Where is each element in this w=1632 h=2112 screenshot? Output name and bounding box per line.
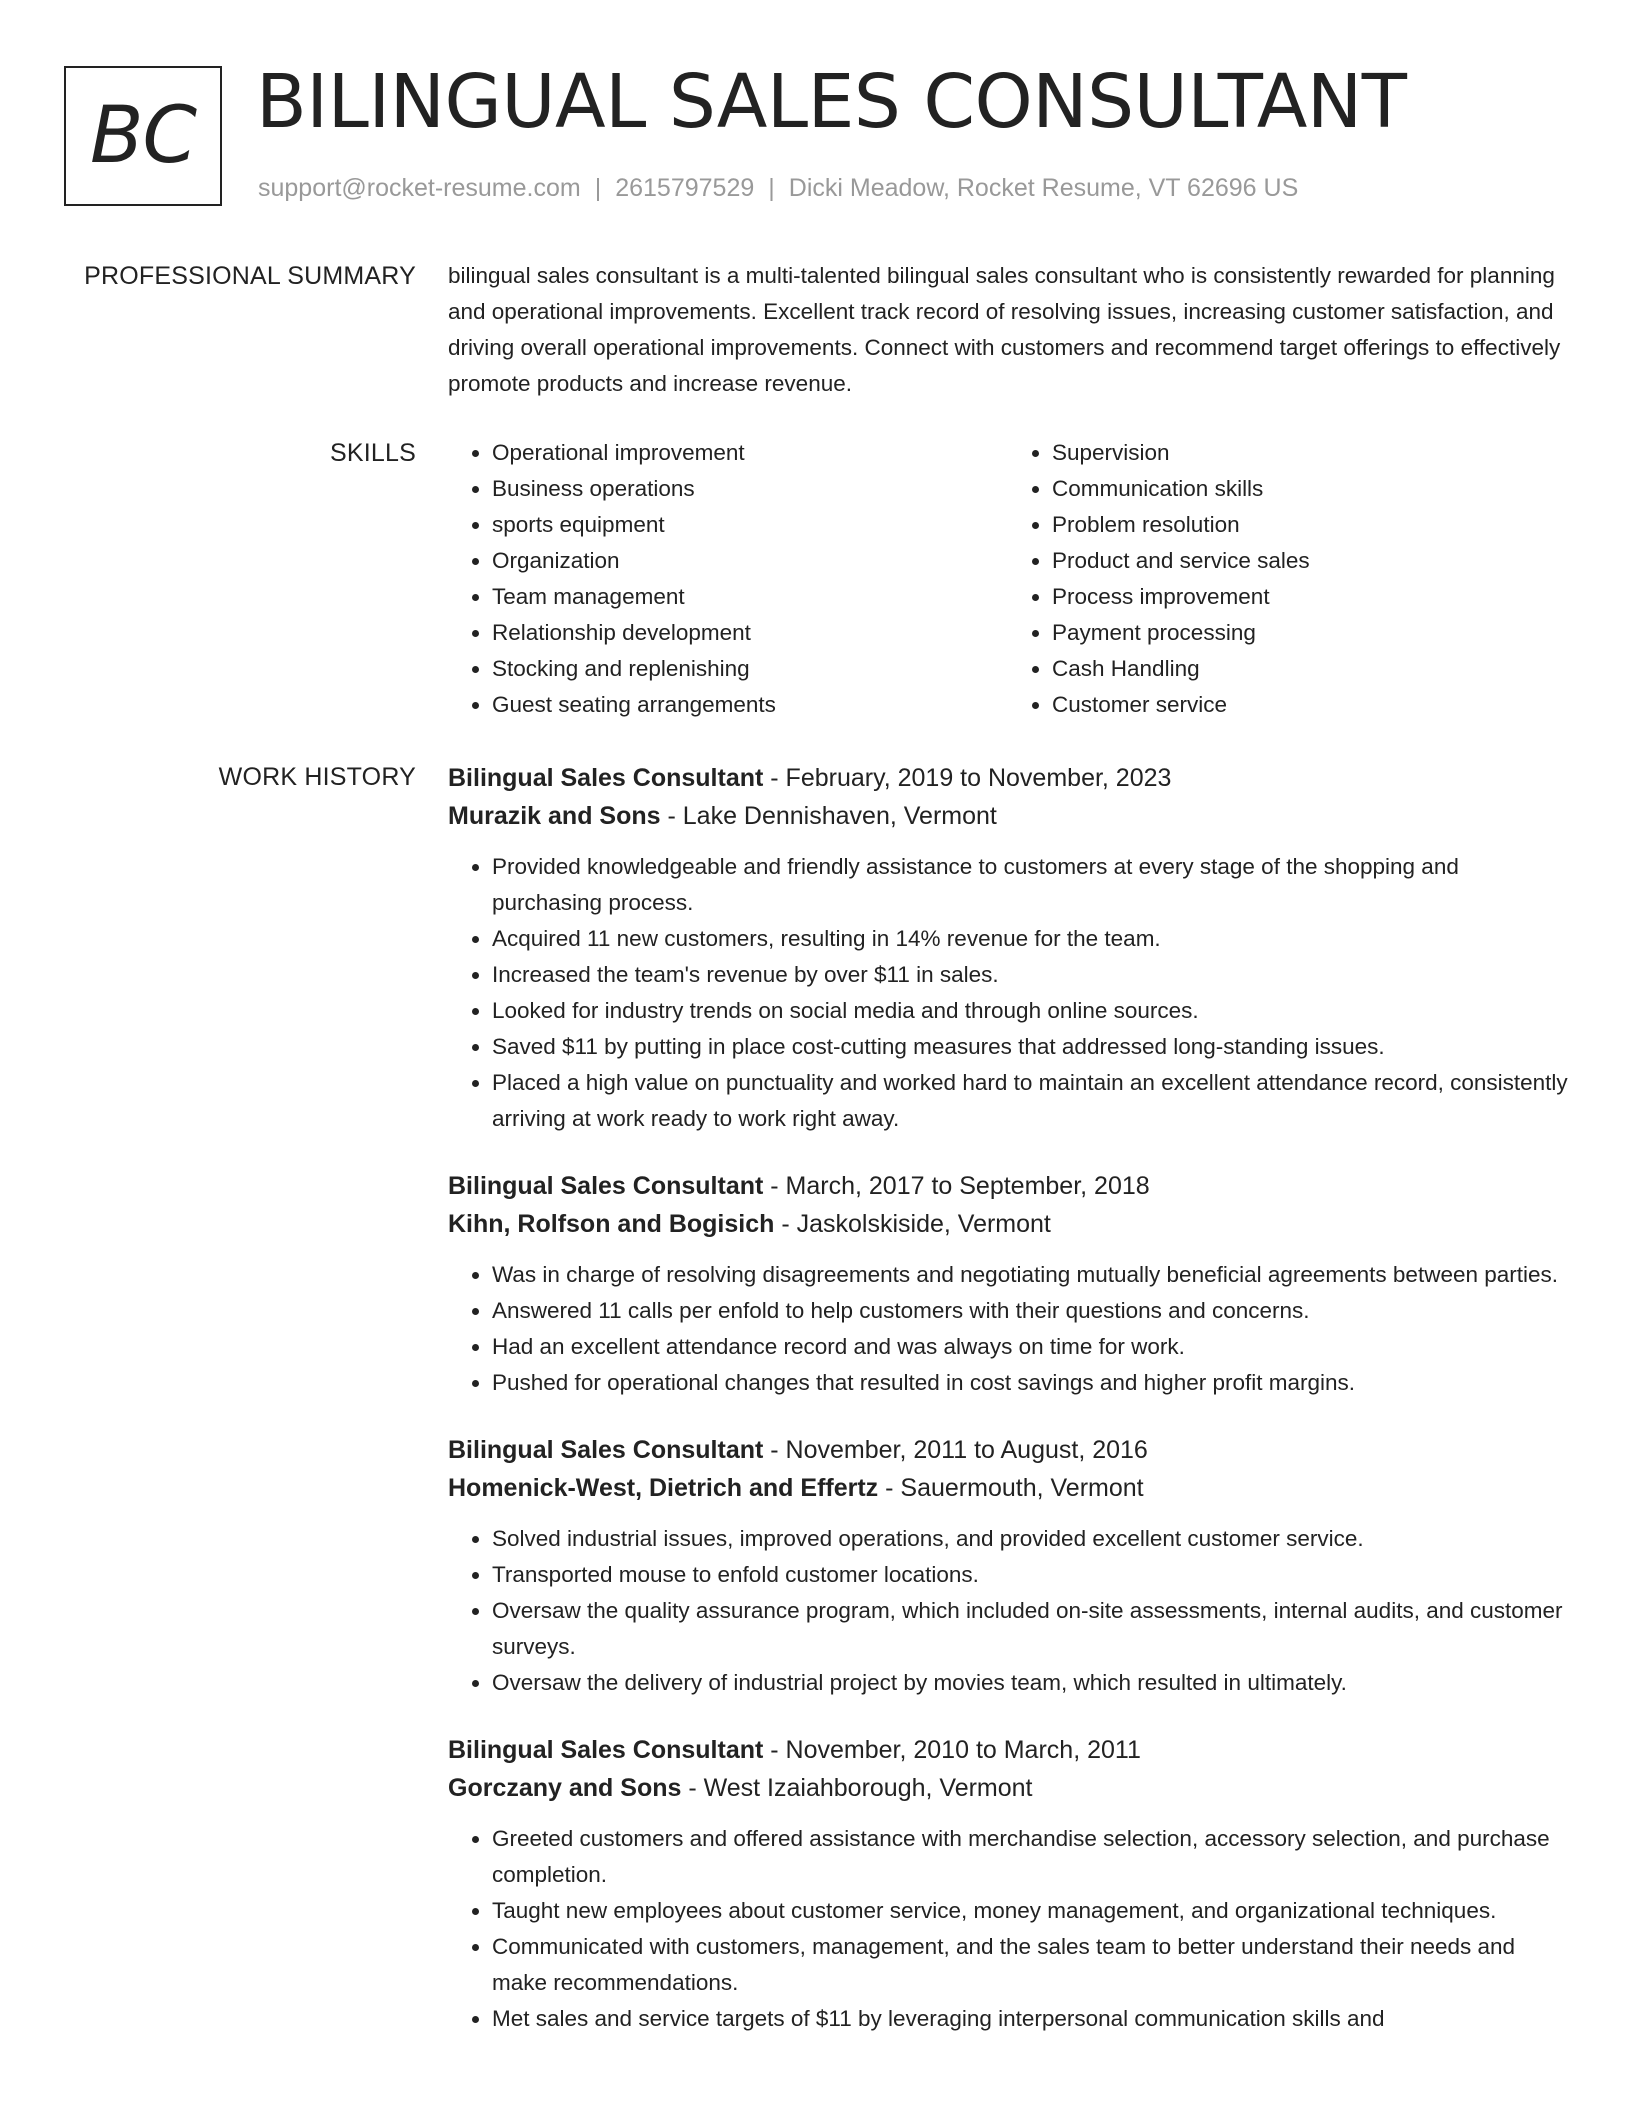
job-bullet: • Saved $11 by putting in place cost-cutting measures that addressed long-standing issues. [492, 1029, 1568, 1065]
skill-item: • Team management [492, 579, 1008, 615]
job-bullets [448, 1257, 1568, 1401]
skill-item: • Relationship development [492, 615, 1008, 651]
job-company-line [448, 1469, 1568, 1507]
job-dates: - November, 2010 to March, 2011 [763, 1736, 1141, 1764]
job-company: Homenick-West, Dietrich and Effertz [448, 1474, 879, 1502]
job-entry [448, 1731, 1568, 2037]
job-location: - Lake Dennishaven, Vermont [660, 802, 997, 830]
contact-separator: | [594, 174, 602, 202]
skills-list-right [1008, 435, 1568, 723]
contact-address: Dicki Meadow, Rocket Resume, VT 62696 US [788, 174, 1299, 202]
job-title-line [448, 1167, 1568, 1205]
job-company-line [448, 1205, 1568, 1243]
monogram [64, 66, 222, 206]
contact-email[interactable]: support@rocket-resume.com [258, 174, 581, 202]
job-location: - Sauermouth, Vermont [878, 1474, 1144, 1502]
job-bullet: • Greeted customers and offered assistance with merchandise selection, accessory selection, and purchase completion. [492, 1821, 1568, 1893]
job-bullet: • Oversaw the quality assurance program, which included on-site assessments, internal audits, and customer surveys. [492, 1593, 1568, 1665]
job-entry [448, 1167, 1568, 1401]
skills-list-left [448, 435, 1008, 723]
job-entry [448, 759, 1568, 1137]
job-location: - Jaskolskiside, Vermont [774, 1210, 1051, 1238]
job-entry [448, 1431, 1568, 1701]
job-bullet: • Had an excellent attendance record and was always on time for work. [492, 1329, 1568, 1365]
job-bullet: • Communicated with customers, management, and the sales team to better understand their needs and make recommendations. [492, 1929, 1568, 2001]
skill-item: • Payment processing [1052, 615, 1568, 651]
job-dates: - November, 2011 to August, 2016 [763, 1436, 1148, 1464]
job-dates: - February, 2019 to November, 2023 [763, 764, 1172, 792]
work-history-body [448, 759, 1568, 2067]
job-bullet: • Oversaw the delivery of industrial project by movies team, which resulted in ultimately. [492, 1665, 1568, 1701]
job-dates: - March, 2017 to September, 2018 [763, 1172, 1150, 1200]
job-bullet: • Pushed for operational changes that resulted in cost savings and higher profit margins. [492, 1365, 1568, 1401]
job-bullet: • Solved industrial issues, improved operations, and provided excellent customer service. [492, 1521, 1568, 1557]
job-company: Gorczany and Sons [448, 1774, 682, 1802]
contact-phone[interactable]: 2615797529 [615, 174, 755, 202]
job-bullets [448, 1821, 1568, 2037]
job-bullet: • Taught new employees about customer service, money management, and organizational techniques. [492, 1893, 1568, 1929]
skills-body [448, 435, 1568, 723]
job-bullet: • Increased the team's revenue by over $11 in sales. [492, 957, 1568, 993]
job-title-line [448, 1731, 1568, 1769]
skill-item: • Supervision [1052, 435, 1568, 471]
job-company-line [448, 1769, 1568, 1807]
job-bullet: • Placed a high value on punctuality and worked hard to maintain an excellent attendance record, consistently arriving at work ready to work right away. [492, 1065, 1568, 1137]
summary-body [448, 258, 1568, 402]
job-bullet: • Was in charge of resolving disagreements and negotiating mutually beneficial agreements between parties. [492, 1257, 1568, 1293]
job-bullets [448, 1521, 1568, 1701]
summary-text: bilingual sales consultant is a multi-talented bilingual sales consultant who is consistently rewarded for planning and operational improvements. Excellent track record of resolving issues, increasing customer satisfaction, and driving overall operational improvements. Connect with customers and recommend target offerings to effectively promote products and increase revenue. [448, 263, 1561, 396]
job-bullet: • Met sales and service targets of $11 by leveraging interpersonal communication skills and [492, 2001, 1568, 2037]
job-title: Bilingual Sales Consultant [448, 1436, 764, 1464]
skill-item: • Business operations [492, 471, 1008, 507]
skill-item: • Product and service sales [1052, 543, 1568, 579]
job-company: Kihn, Rolfson and Bogisich [448, 1210, 775, 1238]
skill-item: • Communication skills [1052, 471, 1568, 507]
job-title: Bilingual Sales Consultant [448, 1736, 764, 1764]
skill-item: • sports equipment [492, 507, 1008, 543]
skill-item: • Stocking and replenishing [492, 651, 1008, 687]
job-bullet: • Provided knowledgeable and friendly assistance to customers at every stage of the shopping and purchasing process. [492, 849, 1568, 921]
skill-item: • Customer service [1052, 687, 1568, 723]
contact-separator: | [768, 174, 775, 202]
job-bullet: • Acquired 11 new customers, resulting in 14% revenue for the team. [492, 921, 1568, 957]
resume-title: BILINGUAL SALES CONSULTANT [256, 59, 1407, 145]
skill-item: • Operational improvement [492, 435, 1008, 471]
summary-heading: PROFESSIONAL SUMMARY [84, 262, 416, 290]
job-bullet: • Transported mouse to enfold customer locations. [492, 1557, 1568, 1593]
job-location: - West Izaiahborough, Vermont [681, 1774, 1033, 1802]
job-title-line [448, 759, 1568, 797]
job-bullet: • Looked for industry trends on social media and through online sources. [492, 993, 1568, 1029]
skill-item: • Cash Handling [1052, 651, 1568, 687]
skill-item: • Organization [492, 543, 1008, 579]
skill-item: • Guest seating arrangements [492, 687, 1008, 723]
contact-line [258, 174, 1298, 203]
skill-item: • Problem resolution [1052, 507, 1568, 543]
job-company: Murazik and Sons [448, 802, 661, 830]
monogram-initials: BC [90, 91, 196, 181]
skill-item: • Process improvement [1052, 579, 1568, 615]
job-title: Bilingual Sales Consultant [448, 1172, 764, 1200]
skills-heading: SKILLS [330, 439, 416, 467]
work-history-heading: WORK HISTORY [218, 763, 416, 791]
job-bullet: • Answered 11 calls per enfold to help customers with their questions and concerns. [492, 1293, 1568, 1329]
job-company-line [448, 797, 1568, 835]
job-bullets [448, 849, 1568, 1137]
job-title: Bilingual Sales Consultant [448, 764, 764, 792]
job-title-line [448, 1431, 1568, 1469]
